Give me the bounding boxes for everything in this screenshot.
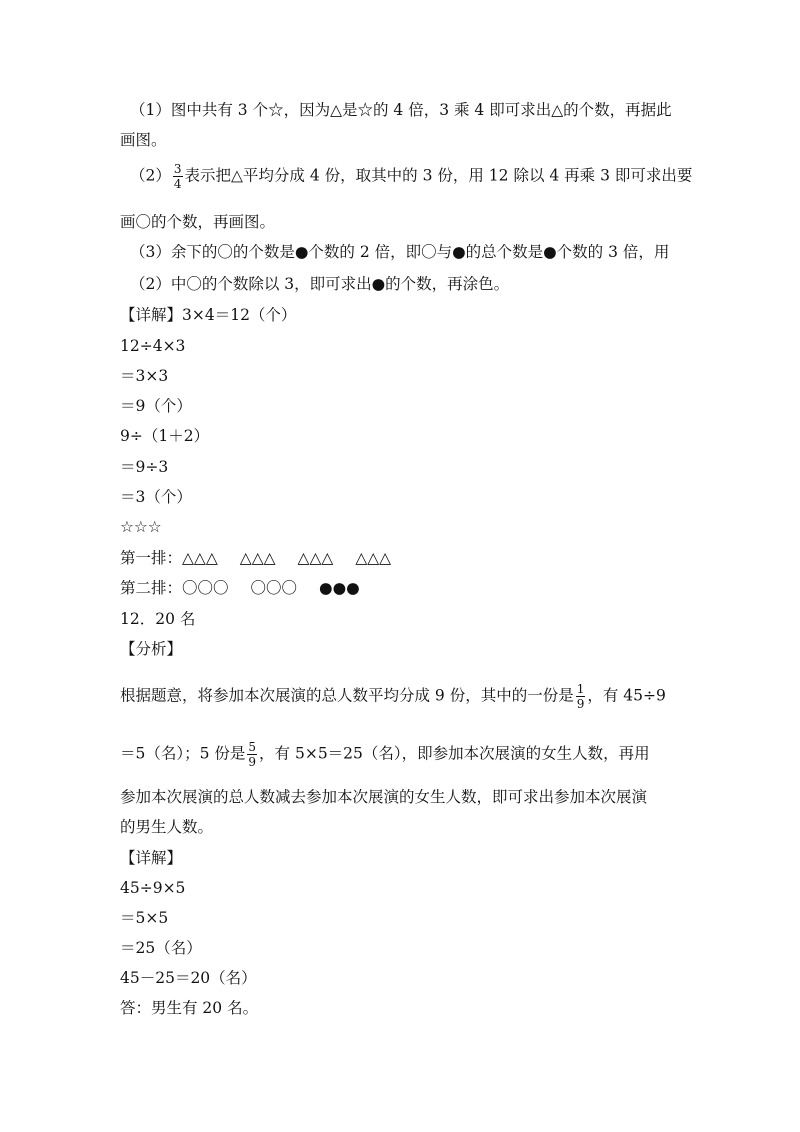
second-row-label: 第二排：	[120, 579, 183, 597]
fraction-three-quarters	[173, 163, 183, 190]
q12-title: 12．20 名	[120, 610, 196, 628]
second-row	[120, 581, 360, 597]
filled-circle-group: ●●●	[319, 579, 360, 597]
triangle-group: △△△	[297, 549, 334, 567]
q12-calc-line: 45÷9×5	[120, 879, 186, 897]
q12-calc-line: 45－25＝20（名）	[120, 969, 257, 987]
q11-step2-line2: 画〇的个数，再画图。	[120, 213, 276, 231]
triangle-group: △△△	[355, 549, 392, 567]
q11-calc-line: ＝9（个）	[120, 397, 192, 415]
q12-analysis-text: ＝5（名）；5 份是	[120, 744, 246, 763]
q12-analysis-line3: 参加本次展演的总人数减去参加本次展演的女生人数，即可求出参加本次展演	[120, 788, 648, 806]
q12-calc-line: ＝25（名）	[120, 939, 202, 957]
q12-analysis-line2	[120, 741, 650, 768]
q11-calc-line: 12÷4×3	[120, 337, 186, 355]
circle-group: 〇〇〇	[182, 579, 229, 597]
fraction-numerator: 3	[173, 162, 182, 176]
stars-row: ☆☆☆	[120, 518, 162, 536]
q11-step3-line2: （2）中〇的个数除以 3，即可求出●的个数，再涂色。	[130, 275, 510, 293]
fraction-denominator: 9	[248, 755, 257, 769]
triangle-group: △△△	[239, 549, 276, 567]
q12-analysis-text: ，有 5×5＝25（名），即参加本次展演的女生人数，再用	[259, 744, 650, 763]
circle-group: 〇〇〇	[250, 579, 298, 597]
q11-step1-line2: 画图。	[120, 131, 167, 149]
q11-step2-text: 表示把△平均分成 4 份，取其中的 3 份，用 12 除以 4 再乘 3 即可求出要	[184, 166, 693, 185]
q12-analysis-line4: 的男生人数。	[120, 818, 214, 836]
q11-step2-line1	[130, 163, 692, 190]
q11-step1-line1: （1）图中共有 3 个☆，因为△是☆的 4 倍，3 乘 4 即可求出△的个数，再据此	[130, 101, 672, 119]
q11-calc-line: ＝3（个）	[120, 488, 192, 506]
first-row	[120, 551, 391, 567]
q11-step3-line1: （3）余下的〇的个数是●个数的 2 倍，即〇与●的总个数是●个数的 3 倍，用	[130, 243, 670, 261]
fraction-denominator: 4	[173, 177, 182, 191]
q12-analysis-text: 根据题意，将参加本次展演的总人数平均分成 9 份，其中的一份是	[120, 686, 574, 705]
fraction-one-ninth	[576, 683, 586, 710]
q11-step2-prefix: （2）	[130, 166, 171, 185]
q11-calc-line: ＝9÷3	[120, 458, 169, 476]
q11-detail-heading: 【详解】3×4＝12（个）	[120, 306, 297, 324]
q12-answer: 答：男生有 20 名。	[120, 999, 259, 1017]
triangle-group: △△△	[182, 549, 218, 567]
q12-analysis-text: ，有 45÷9	[587, 686, 666, 705]
fraction-five-ninths	[247, 741, 257, 768]
fraction-denominator: 9	[576, 697, 585, 711]
q11-calc-line: 9÷（1＋2）	[120, 427, 210, 445]
first-row-label: 第一排：	[120, 549, 183, 567]
q11-calc-line: ＝3×3	[120, 367, 169, 385]
q12-analysis-line1	[120, 683, 666, 710]
fraction-numerator: 1	[576, 682, 585, 696]
q12-detail-heading: 【详解】	[120, 849, 183, 867]
q12-analysis-heading: 【分析】	[120, 640, 183, 658]
q12-calc-line: ＝5×5	[120, 909, 169, 927]
fraction-numerator: 5	[248, 740, 257, 754]
